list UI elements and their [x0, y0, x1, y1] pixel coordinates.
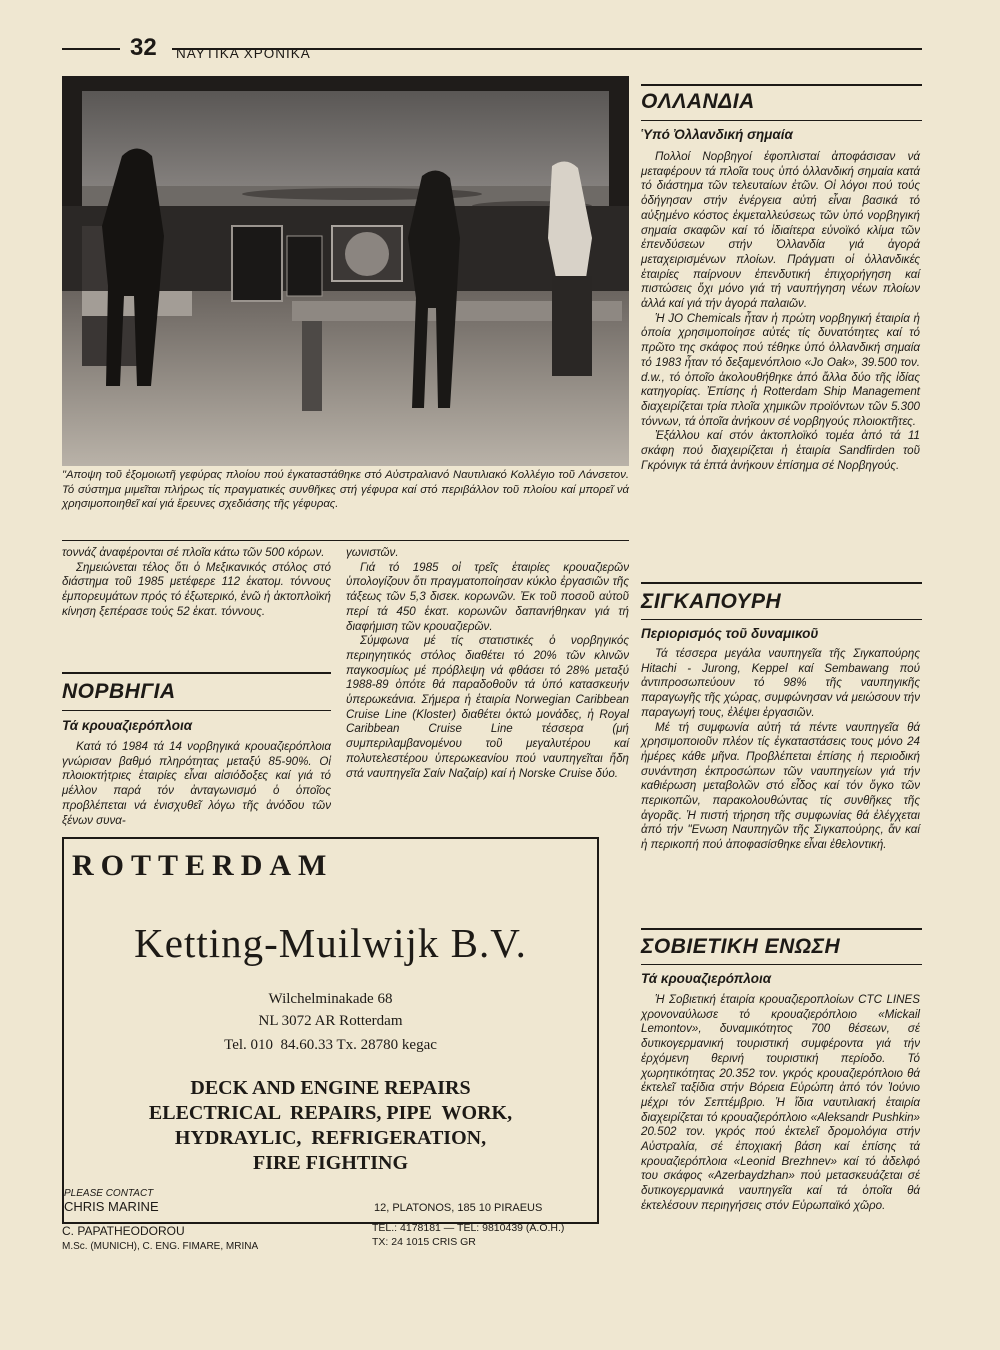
column-2 — [346, 546, 629, 781]
ad-address-line1: Wilchelminakade 68 — [268, 991, 393, 1007]
col2-paragraph: γωνιστῶν. — [346, 546, 399, 559]
singapore-body — [641, 647, 920, 853]
norway-bottom-rule — [62, 710, 331, 711]
singapore-subtitle: Περιορισμός τοῦ δυναμικοῦ — [641, 626, 819, 641]
soviet-subtitle: Τά κρουαζιερόπλοια — [641, 971, 772, 986]
soviet-title: ΣΟΒΙΕΤΙΚΗ ΕΝΩΣΗ — [641, 935, 841, 958]
col1-paragraph: τοννάζ ἀναφέρονται σέ πλοῖα κάτω τῶν 500 κόρων. — [62, 546, 325, 559]
ad-address-line2: NL 3072 AR Rotterdam — [258, 1013, 403, 1029]
holland-paragraph: Πολλοί Νορβηγοί ἐφοπλισταί ἀποφάσισαν νά μεταφέρουν τά πλοῖα τους ὑπό ὀλλανδική σημαία κατά τό διάστημα τῶν τελευταίων ἐτῶν. Οἱ λόγοι πού τούς ὁδήγησαν στήν ἐνέργεια αὐτή εἶναι βασικά τό αὐξημένο κόστος ἐκμεταλλεύσεως τῶν ὑπό νορβηγική σημαία σκαφῶν καί τό ἰδιαίτερα εὐνοϊκό κλίμα τῶν ἐπενδύσεων στήν Ὀλλανδία γιά ἀγορά μεταχειρισμένων πλοίων. Πράγματι οἱ ὀλλανδικές ἑταιρίες παίρνουν ἐπενδυτική ἐπιχορήγηση καί πιστώσεις ὄχι μόνο γιά τή ναυπήγηση νέων πλοίων ἀλλά καί γιά τήν ἀγορά παλαιῶν. — [641, 150, 920, 311]
bridge-simulator-photo — [62, 76, 629, 466]
header-rule-left — [62, 48, 120, 50]
ad-city: ROTTERDAM — [72, 849, 334, 882]
ad-company: Ketting-Muilwijk B.V. — [134, 920, 527, 966]
holland-title: ΟΛΛΑΝΔΙΑ — [641, 90, 755, 113]
norway-body — [62, 740, 331, 828]
singapore-top-rule — [641, 582, 922, 584]
singapore-bottom-rule — [641, 619, 922, 620]
ad-service-line: HYDRAYLIC, REFRIGERATION, — [174, 1127, 487, 1149]
holland-subtitle: Ὑπό Ὀλλανδική σημαία — [641, 127, 793, 142]
soviet-top-rule — [641, 928, 922, 930]
holland-paragraph: Ἐξάλλου καί στόν ἀκτοπλοϊκό τομέα ἀπό τά 11 σκάφη πού διαχειρίζεται ἡ ἑταιρία Sandfirden τοῦ Γκρόνιγκ τά ἑπτά ἀνήκουν ἐπίσημα σέ Νορβηγούς. — [641, 429, 920, 472]
page-number: 32 — [130, 34, 157, 61]
advertisement-box — [62, 837, 599, 1224]
holland-top-rule — [641, 84, 922, 86]
norway-top-rule — [62, 672, 331, 674]
journal-name: ΝΑΥΤΙΚΑ ΧΡΟΝΙΚΑ — [176, 46, 311, 61]
ad-piraeus-tel: TEL.: 4178181 — TEL: 9810439 (A.O.H.) — [372, 1222, 565, 1234]
norway-paragraph: Κατά τό 1984 τά 14 νορβηγικά κρουαζιερόπλοια γνώρισαν βαθμό πληρότητας μεταξύ 85-90%. Οἱ πλοιοκτήτριες ἑταιρίες εἶναι αἰσιόδοξες καί γιά τό μέλλον παρά τόν ἀνταγωνισμό ὁ ὁποῖος προβλέπεται νά ἐνισχυθεῖ λόγω τῆς ἀνόδου τῶν ξένων συνα- — [62, 740, 331, 827]
ad-piraeus-address: 12, PLATONOS, 185 10 PIRAEUS — [374, 1202, 543, 1214]
soviet-bottom-rule — [641, 964, 922, 965]
ad-piraeus-tx: TX: 24 1015 CRIS GR — [372, 1236, 476, 1248]
column-1 — [62, 546, 331, 620]
ship-bridge-simulator-photo-icon — [62, 76, 629, 466]
ad-service-line: FIRE FIGHTING — [252, 1152, 409, 1174]
singapore-paragraph: Μέ τή συμφωνία αὐτή τά πέντε ναυπηγεῖα θά χρησιμοποιοῦν πλέον τίς ἐγκαταστάσεις τους μόνο 24 ἡμέρες κάθε μῆνα. Προβλέπεται ἐπίσης ἡ περιοδική συνάντηση ἐκπροσώπων τῶν ναυπηγείων γιά τήν καθιέρωση μεταβολῶν στό εἶδος καί τόν ὄγκο τῶν περικοπῶν, παρακολουθώντας τίς συνθῆκες τῆς ἀγορᾶς. Ἡ πιστή τήρηση τῆς συμφωνίας θά ἐλέγχεται ἀπό τήν "Ενωση Ναυπηγῶν τῆς Σιγκαπούρης, ἄν καί ἡ περικοπή πού ἀποφασίσθηκε εἶναι ἐθελοντική. — [641, 720, 920, 852]
ad-contact-company: CHRIS MARINE — [64, 1199, 159, 1214]
holland-paragraph: Ἡ JO Chemicals ἦταν ἡ πρώτη νορβηγική ἑταιρία ἡ ὁποία χρησιμοποίησε αὐτές τίς δυνατότητες καί τό πρῶτο της σκάφος πού τέθηκε ὑπό ὀλλανδική σημαία τό 1983 ἦταν τό δεξαμενόπλοιο «Jo Oak», 39.500 τον. d.w., τό ὁποῖο ἀκολουθήθηκε ἀπό ἄλλα δύο τῆς ἰδίας κατηγορίας. Ἐπίσης ἡ Rotterdam Ship Management διαχειρίζεται τρία πλοῖα χημικῶν προϊόντων τῶν 5.300 τόννων, τά ὁποῖα ἀνήκουν σέ νορβηγούς πλοιοκτῆτες. — [641, 311, 920, 428]
soviet-paragraph: Ἡ Σοβιετική ἑταιρία κρουαζιεροπλοίων CTC LINES χρονοναύλωσε τό κρουαζιερόπλοιο «Mickail Lemontov», δυναμικότητος 700 θέσεων, σέ δυτικογερμανική τουριστική συμφέροντα γιά τήν ἐρχόμενη θερινή τουριστική περίοδο. Τό χωρητικότητας 20.352 τον. γκρός κρουαζιερόπλοιο θά ἐκτελεῖ ταξίδια στήν Βόρεια Εὐρώπη ἀπό τόν Ἰούνιο μέχρι τόν Σεπτέμβριο. Ἡ ἴδια ναυτιλιακή ἑταιρία διαχειρίζεται τό κρουαζιερόπλοιο «Aleksandr Pushkin» 20.502 τον. γκρός πού ἐκτελεῖ δρομολόγια στήν Αὐστραλία, σέ ἐποχιακή βάση καί ἐπίσης τά κρουαζιερόπλοια «Leonid Brezhnev» καί τό ἀδελφό του σκάφος «Azerbaydzhan» πού μετασκευάζεται σέ δυτικογερμανικά ναυπηγεῖα καί τά ὁποῖα θά ἐκτελέσουν περιηγήσεις στόν Εὐρωπαϊκό χῶρο. — [641, 993, 920, 1212]
norway-title: ΝΟΡΒΗΓΙΑ — [62, 680, 176, 703]
ad-contact-credentials: M.Sc. (MUNICH), C. ENG. FIMARE, MRINA — [62, 1241, 259, 1252]
ad-contact-person: C. PAPATHEODOROU — [62, 1224, 185, 1238]
norway-subtitle: Τά κρουαζιερόπλοια — [62, 718, 193, 733]
singapore-title: ΣΙΓΚΑΠΟΥΡΗ — [641, 590, 782, 613]
holland-bottom-rule — [641, 120, 922, 121]
ad-service-line: ELECTRICAL REPAIRS, PIPE WORK, — [148, 1102, 513, 1124]
soviet-body — [641, 993, 920, 1214]
col1-paragraph: Σημειώνεται τέλος ὅτι ὁ Μεξικανικός στόλος στό διάστημα τοῦ 1985 μετέφερε 112 ἑκατομ. τόννους ἐμπορευμάτων πρός τό ἐξωτερικό, ἐνῶ ἡ ἀκτοπλοϊκή κίνηση ξεπέρασε τούς 52 ἑκατ. τόννους. — [62, 560, 331, 618]
caption-rule — [62, 540, 629, 541]
ad-contact-label: PLEASE CONTACT — [64, 1188, 154, 1199]
singapore-paragraph: Τά τέσσερα μεγάλα ναυπηγεῖα τῆς Σιγκαπούρης Hitachi - Jurong, Keppel καί Sembawang πού ἀντιπροσωπεύουν τό 98% τῆς ναυπηγικῆς παραγωγῆς τῆς χώρας, συμφώνησαν νά μειώσουν τήν παραγωγή τους, ἐλέψει ἐργασιῶν. — [641, 647, 920, 719]
ad-phone-line: Tel. 010 84.60.33 Tx. 28780 kegac — [224, 1037, 437, 1053]
col2-paragraph: Γιά τό 1985 οἱ τρεῖς ἑταιρίες κρουαζιερῶν ὑπολογίζουν ὅτι πραγματοποίησαν κύκλο ἐργασιῶν τῆς τάξεως τῶν 5,3 δισεκ. κορωνῶν. Ἐκ τοῦ ποσοῦ αὐτοῦ περί τά 450 ἑκατ. κορωνῶν δαπανήθηκαν γιά τή διαφήμιση τῶν κρουαζιερῶν. — [346, 560, 629, 633]
holland-body — [641, 150, 920, 473]
ad-service-line: DECK AND ENGINE REPAIRS — [190, 1077, 471, 1099]
col2-paragraph: Σύμφωνα μέ τίς στατιστικές ὁ νορβηγικός περιηγητικός στόλος διαθέτει τό 20% τῶν κλινῶν παγκοσμίως μέ πρόβλεψη νά φθάσει τό 28% μεταξύ 1988-89 ὁπότε θά παραδοθοῦν τά ὑπό κατασκευήν ὑπερωκεάνια. Σήμερα ἡ ἑταιρία Norwegian Caribbean Cruise Line (Kloster) διαθέτει ὀκτώ μονάδες, ἡ Royal Caribbean Cruise Line τέσσερα (μή συμπεριλαμβανομένου τοῦ μεγαλυτέρου καί πολυτελεστέρου ὑπερωκεανίου πού ναυπηγεῖται ἤδη στά ναυπηγεῖα Σαίν Ναζαίρ) καί ἡ Norske Cruise δύο. — [346, 634, 629, 780]
photo-caption: "Αποψη τοῦ ἐξομοιωτῆ γεφύρας πλοίου πού ἐγκαταστάθηκε στό Αὐστραλιανό Ναυτιλιακό Κολλέγιο τοῦ Λάνσετον. Τό σύστημα μιμεῖται πλήρως τίς πραγματικές συνθῆκες στή γέφυρα καί στό περιβάλλον τοῦ πλοίου καί μπορεῖ νά χρησιμοποιηθεῖ καί γιά ἔρευνες σχεδιάσης τῆς γέφυρας. — [62, 469, 629, 511]
